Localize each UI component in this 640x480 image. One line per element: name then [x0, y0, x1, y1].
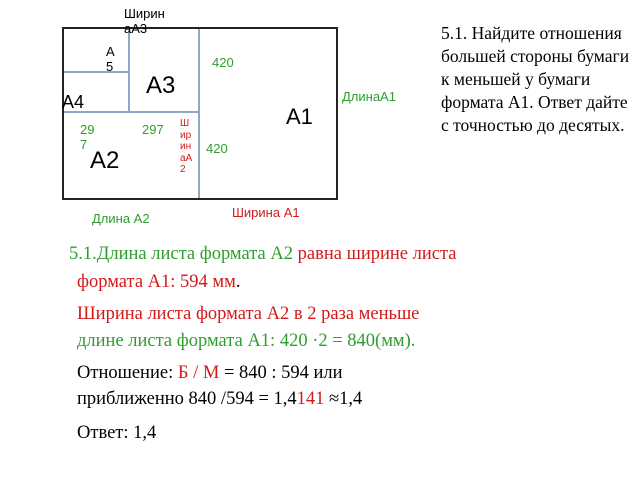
solution-line-6-digits: 141	[296, 389, 325, 409]
solution-line-5	[77, 362, 343, 384]
solution-line-3: Ширина листа формата А2 в 2 раза меньше	[77, 304, 420, 324]
width-a2-label: ШиринаА2	[180, 118, 193, 175]
solution-line-5-label: Отношение:	[77, 363, 178, 383]
a1-label: А1	[286, 104, 313, 129]
a2-label: А2	[90, 147, 120, 174]
dimension-297-right: 297	[142, 122, 164, 137]
solution-line-2	[77, 271, 240, 293]
solution-line-2-period: .	[235, 272, 241, 292]
solution-line-2-unit: мм	[212, 272, 236, 292]
answer-line: Ответ: 1,4	[77, 423, 157, 443]
length-a2-label: Длина А2	[92, 211, 150, 226]
solution-line-5-value: = 840 : 594 или	[219, 363, 343, 383]
paper-format-diagram	[0, 0, 440, 230]
dimension-420-mid: 420	[206, 141, 228, 156]
solution-line-4: длине листа формата А1: 420 ·2 = 840(мм).	[77, 331, 416, 351]
solution-line-1-highlight: равна ширине листа	[297, 244, 457, 264]
a5-label: А5	[106, 44, 115, 74]
problem-statement: 5.1. Найдите отношения большей стороны бумаги к меньшей у бумаги формата А1. Ответ дайте с точностью до десятых.	[441, 23, 630, 135]
solution-line-5-ratio: Б / М	[177, 363, 220, 383]
solution-line-6	[77, 388, 362, 410]
solution-line-6-approx: ≈1,4	[324, 389, 363, 409]
width-a3-label: ШиринаА3	[124, 6, 165, 36]
width-a1-label: Ширина А1	[232, 205, 300, 220]
horizontal-divider-a5	[64, 71, 128, 73]
solution-line-2-text: формата А1: 594	[77, 272, 213, 292]
length-a1-label: ДлинаА1	[342, 89, 396, 104]
vertical-divider-main	[198, 29, 200, 198]
a4-label: А4	[62, 92, 85, 112]
dimension-297-left: 297	[80, 122, 95, 152]
solution-line-1	[69, 243, 456, 265]
a3-label: А3	[146, 72, 176, 99]
solution-line-1-text: 5.1.Длина листа формата А2	[69, 244, 298, 264]
solution-line-6-text: приближенно 840 /594 = 1,4	[77, 389, 297, 409]
horizontal-divider-a4	[64, 111, 198, 113]
dimension-420-top: 420	[212, 55, 234, 70]
vertical-divider-a4	[128, 29, 130, 111]
